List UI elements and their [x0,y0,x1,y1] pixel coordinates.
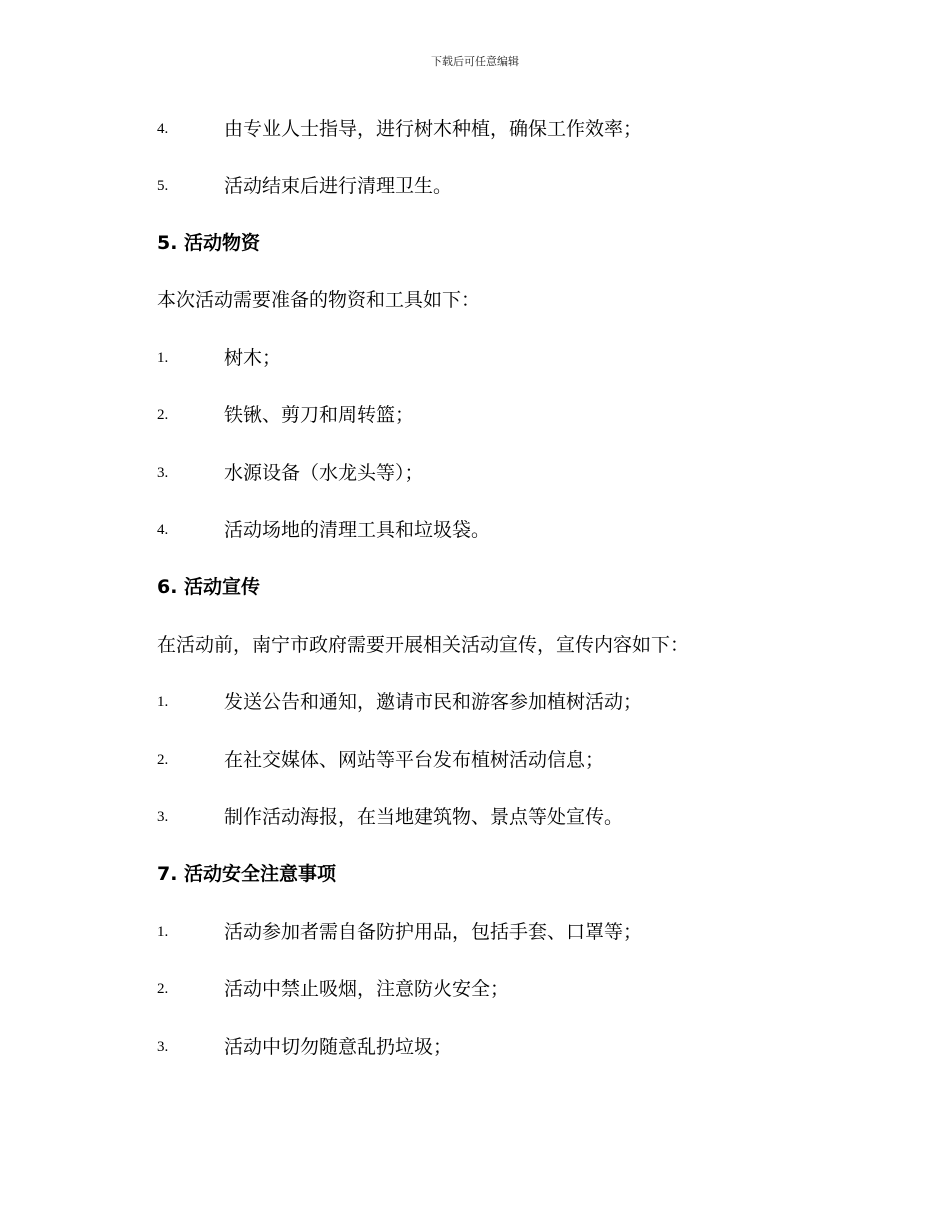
list-item-text: 水源设备（水龙头等）； [224,462,424,484]
list-item-number: 2. [157,981,169,997]
list-item-text: 活动场地的清理工具和垃圾袋。 [224,519,491,541]
list-item-number: 3. [157,809,169,825]
list-item-text: 活动中禁止吸烟，注意防火安全； [224,978,510,1000]
list-item-number: 4. [157,121,169,137]
section-heading: 5. 活动物资 [157,232,261,254]
list-item-number: 5. [157,178,169,194]
page-header: 下载后可任意编辑 [431,55,519,68]
list-item-number: 3. [157,465,169,481]
list-item-text: 制作活动海报，在当地建筑物、景点等处宣传。 [224,806,624,828]
list-item-number: 2. [157,752,169,768]
list-item-number: 1. [157,694,169,710]
list-item-text: 活动参加者需自备防护用品，包括手套、口罩等； [224,921,643,943]
list-item-text: 铁锹、剪刀和周转篮； [224,404,415,426]
section-intro: 在活动前，南宁市政府需要开展相关活动宣传，宣传内容如下： [157,634,690,656]
list-item-text: 由专业人士指导，进行树木种植，确保工作效率； [224,118,643,140]
list-item-number: 2. [157,407,169,423]
list-item-text: 树木； [224,347,282,369]
list-item-number: 1. [157,350,169,366]
list-item-number: 1. [157,924,169,940]
list-item-text: 活动中切勿随意乱扔垃圾； [224,1036,453,1058]
section-intro: 本次活动需要准备的物资和工具如下： [157,289,481,311]
list-item-text: 发送公告和通知，邀请市民和游客参加植树活动； [224,691,643,713]
list-item-text: 在社交媒体、网站等平台发布植树活动信息； [224,749,605,771]
list-item-number: 4. [157,522,169,538]
list-item-number: 3. [157,1039,169,1055]
section-heading: 7. 活动安全注意事项 [157,863,337,885]
section-heading: 6. 活动宣传 [157,576,261,598]
list-item-text: 活动结束后进行清理卫生。 [224,175,453,197]
